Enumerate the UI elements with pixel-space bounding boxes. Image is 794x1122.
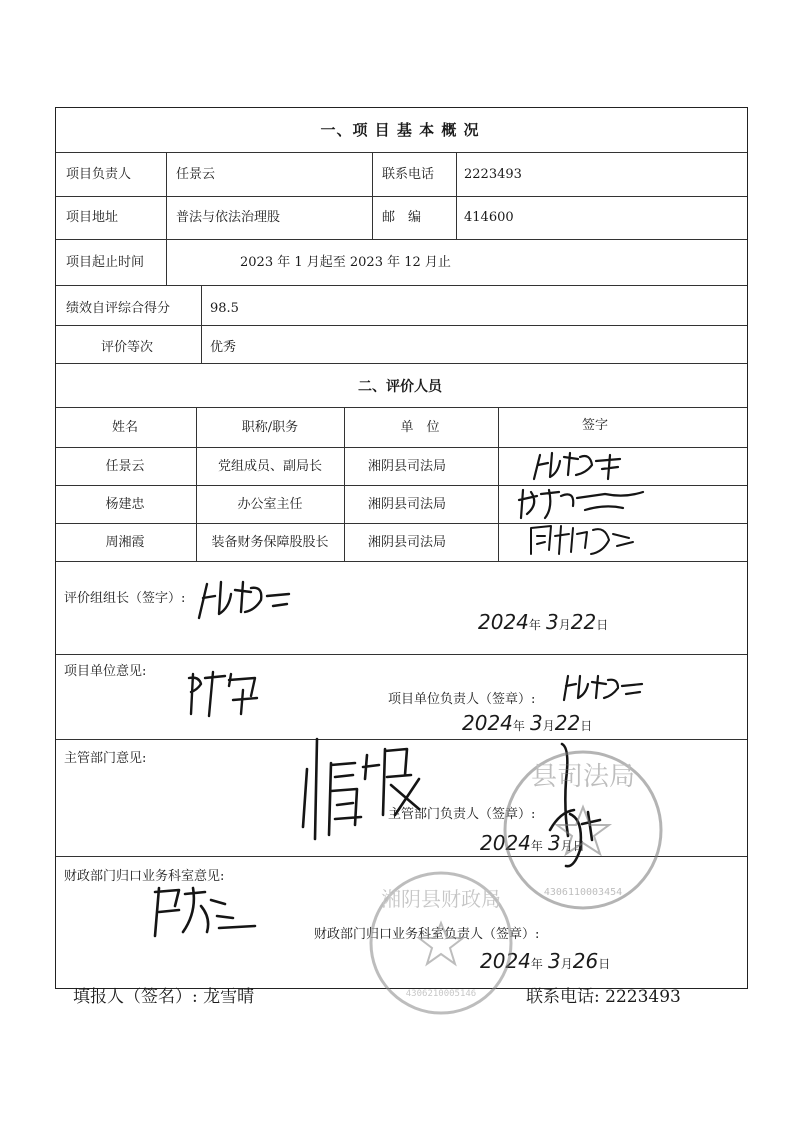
dept-sign-label: 主管部门负责人（签章）: [388, 807, 536, 822]
member-title: 办公室主任 [237, 497, 303, 512]
header-title: 职称/职务 [241, 420, 299, 435]
label-self-score: 绩效自评综合得分 [66, 301, 171, 316]
leader-date: 2024年 3月22日 [478, 610, 609, 634]
member-title: 党组成员、副局长 [217, 459, 323, 474]
finance-opinion-label: 财政部门归口业务科室意见: [64, 869, 225, 884]
member-name: 杨建忠 [105, 497, 145, 512]
col-line [166, 239, 167, 285]
row-line [56, 325, 747, 326]
row-line [56, 856, 747, 857]
value-postcode: 414600 [464, 210, 514, 225]
section2-title: 二、评价人员 [358, 379, 442, 395]
row-line [56, 196, 747, 197]
unit-date: 2024年 3月22日 [462, 711, 593, 735]
col-line [372, 152, 373, 239]
stamp-judicial-text: 县司法局 [530, 762, 636, 792]
stamp-finance-code: 4306210005146 [405, 989, 477, 999]
row-line [56, 363, 747, 364]
col-line [498, 407, 499, 561]
row-line [56, 523, 747, 524]
value-grade: 优秀 [210, 340, 237, 355]
footer-phone: 联系电话: 2223493 [526, 987, 681, 1007]
stamp-finance-text: 湘阴县财政局 [381, 887, 501, 911]
col-line [344, 407, 345, 561]
value-project-period: 2023 年 1 月起至 2023 年 12 月止 [240, 255, 451, 270]
value-self-score: 98.5 [210, 301, 239, 316]
value-project-leader: 任景云 [176, 167, 216, 182]
header-unit: 单 位 [400, 420, 440, 435]
label-project-leader: 项目负责人 [66, 167, 132, 182]
col-line [166, 152, 167, 239]
dept-date: 2024年 3月日 [480, 831, 585, 855]
label-contact-phone: 联系电话 [382, 167, 435, 182]
col-line [196, 407, 197, 561]
member-name: 任景云 [105, 459, 145, 474]
header-signature: 签字 [581, 418, 609, 433]
row-line [56, 152, 747, 153]
row-line [56, 739, 747, 740]
section1-title: 一、项 目 基 本 概 况 [320, 121, 480, 139]
col-line [201, 285, 202, 363]
footer-filler: 填报人（签名）: 龙雪晴 [73, 987, 255, 1007]
stamp-judicial-code: 4306110003454 [543, 887, 623, 898]
row-line [56, 285, 747, 286]
leader-sign-label: 评价组组长（签字）: [64, 591, 186, 606]
dept-opinion-label: 主管部门意见: [64, 751, 147, 766]
row-line [56, 654, 747, 655]
row-line [56, 485, 747, 486]
label-postcode: 邮 编 [382, 210, 422, 225]
header-name: 姓名 [111, 420, 139, 435]
row-line [56, 407, 747, 408]
member-title: 装备财务保障股股长 [211, 535, 329, 550]
label-project-address: 项目地址 [66, 210, 119, 225]
member-unit: 湘阴县司法局 [367, 497, 447, 512]
finance-sign-label: 财政部门归口业务科室负责人（签章）: [314, 927, 540, 942]
finance-date: 2024年 3月26日 [480, 949, 611, 973]
col-line [456, 152, 457, 239]
value-contact-phone: 2223493 [464, 167, 522, 182]
row-line [56, 447, 747, 448]
unit-opinion-label: 项目单位意见: [64, 664, 147, 679]
row-line [56, 561, 747, 562]
member-name: 周湘霞 [105, 535, 145, 550]
unit-sign-label: 项目单位负责人（签章）: [388, 692, 536, 707]
label-project-period: 项目起止时间 [66, 255, 145, 270]
row-line [56, 239, 747, 240]
member-unit: 湘阴县司法局 [367, 535, 447, 550]
value-project-address: 普法与依法治理股 [176, 210, 281, 225]
member-unit: 湘阴县司法局 [367, 459, 447, 474]
label-grade: 评价等次 [101, 340, 154, 355]
